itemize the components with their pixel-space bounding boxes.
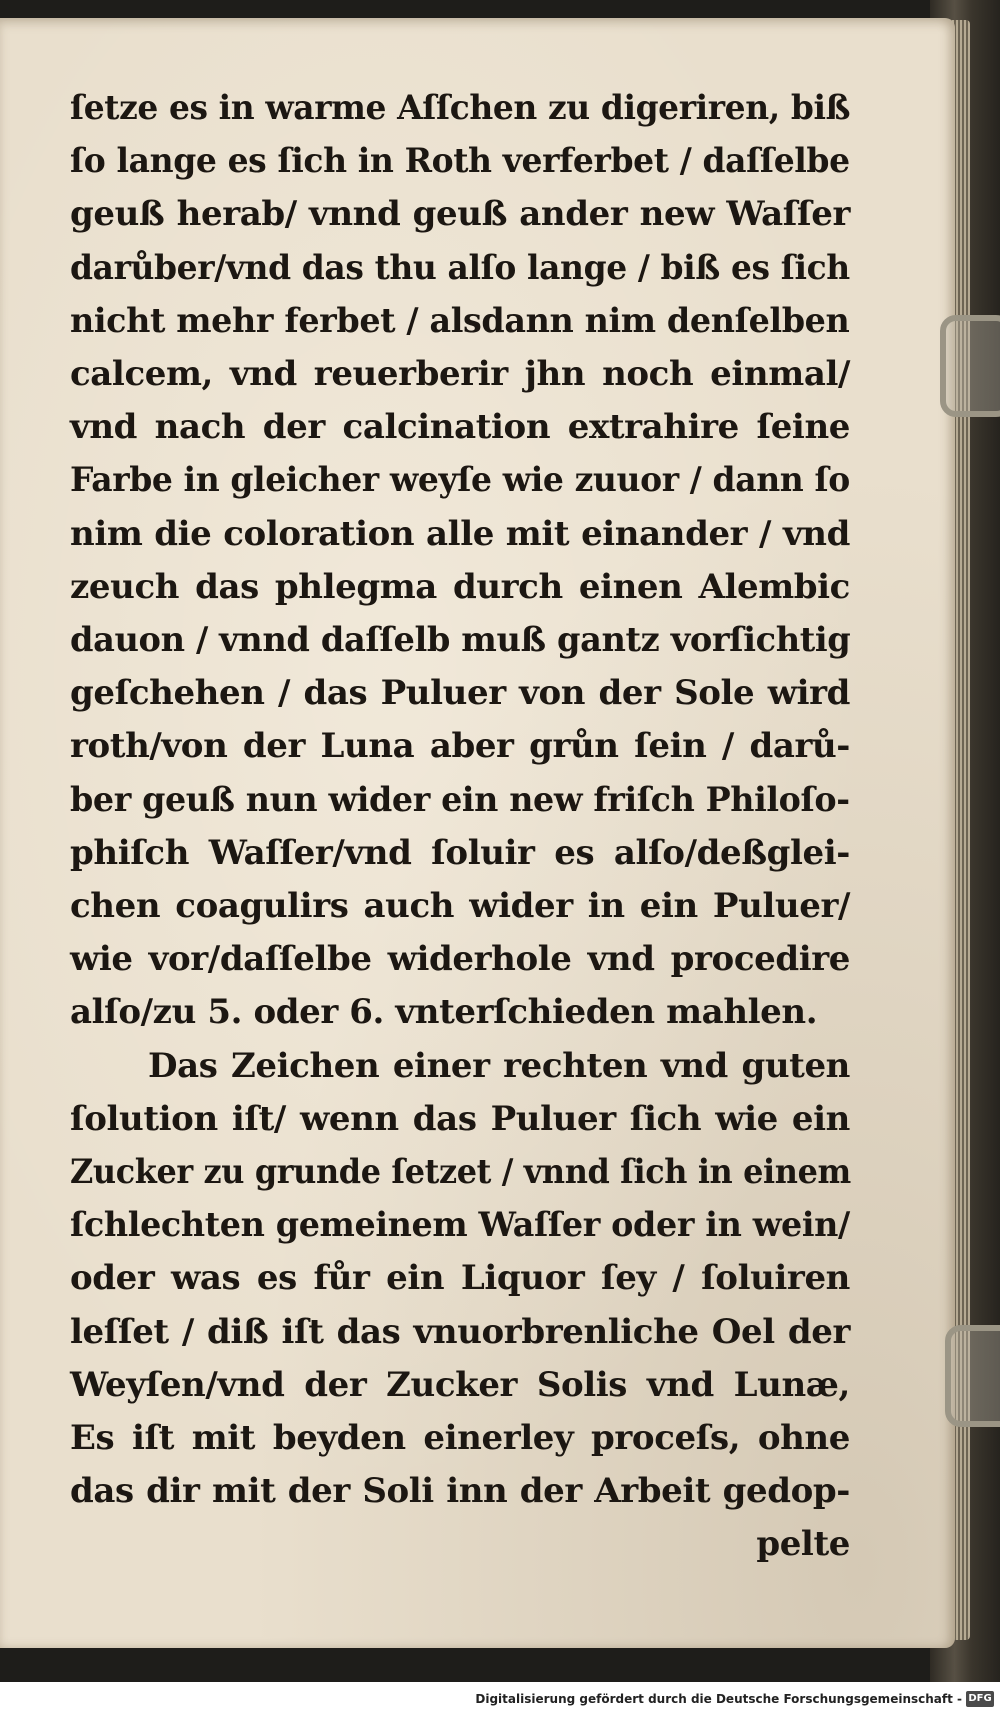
book-clasp-top	[940, 315, 1000, 417]
dfg-logo: DFG	[966, 1691, 994, 1707]
text-line: ber geuß nun wider ein new friſch Philoſo-	[70, 779, 850, 820]
text-line: ſchlechten gemeinem Waſſer oder in wein/	[70, 1205, 850, 1246]
text-line: Weyſen/vnd der Zucker Solis vnd Lunæ,	[70, 1364, 850, 1405]
digitization-footer	[0, 1682, 1000, 1712]
text-line: calcem, vnd reuerberir jhn noch einmal/	[70, 354, 850, 395]
text-line: ſo lange es ſich in Roth verferbet / daſſelbe	[70, 141, 850, 182]
book-clasp-bottom	[945, 1325, 1000, 1427]
text-line: dauon / vnnd daſſelb muß gantz vorſichtig	[70, 620, 851, 661]
text-line: leſſet / diß iſt das vnuorbrenliche Oel der	[70, 1311, 850, 1352]
text-line: geſchehen / das Puluer von der Sole wird	[70, 673, 850, 714]
text-line: zeuch das phlegma durch einen Alembic	[70, 566, 850, 607]
catchword: pelte	[756, 1524, 850, 1565]
text-line: das dir mit der Soli inn der Arbeit gedop-	[70, 1471, 850, 1512]
text-line: darůber/vnd das thu alſo lange / biß es ſich	[70, 247, 850, 288]
text-line: alſo/zu 5. oder 6. vnterſchieden mahlen.	[70, 992, 818, 1033]
footer-credit: Digitalisierung gefördert durch die Deutsche Forschungsgemeinschaft -	[475, 1692, 962, 1706]
text-line: Es iſt mit beyden einerley proceſs, ohne	[70, 1418, 850, 1459]
page-text	[70, 82, 850, 1572]
text-line: geuß herab/ vnnd geuß ander new Waſſer	[70, 194, 850, 235]
text-line: ſolution iſt/ wenn das Puluer ſich wie ein	[70, 1098, 850, 1139]
text-line: Zucker zu grunde ſetzet / vnnd ſich in einem	[70, 1152, 851, 1193]
text-line: nicht mehr ferbet / alsdann nim denſelben	[70, 300, 850, 341]
text-line: roth/von der Luna aber grůn ſein / darů-	[70, 726, 850, 767]
text-line: nim die coloration alle mit einander / vnd	[70, 513, 850, 554]
text-line: phiſch Waſſer/vnd ſoluir es alſo/deßglei-	[70, 832, 850, 873]
text-line: vnd nach der calcination extrahire ſeine	[70, 407, 850, 448]
text-line: oder was es fůr ein Liquor ſey / ſoluiren	[70, 1258, 850, 1299]
text-line: wie vor/daſſelbe widerhole vnd procedire	[70, 939, 850, 980]
text-line: Farbe in gleicher weyſe wie zuuor / dann ſo	[70, 460, 850, 501]
text-line: chen coagulirs auch wider in ein Puluer/	[70, 886, 850, 927]
paragraph-start-line: Das Zeichen einer rechten vnd guten	[148, 1045, 850, 1086]
text-line: ſetze es in warme Aſſchen zu digeriren, biß	[70, 88, 851, 128]
